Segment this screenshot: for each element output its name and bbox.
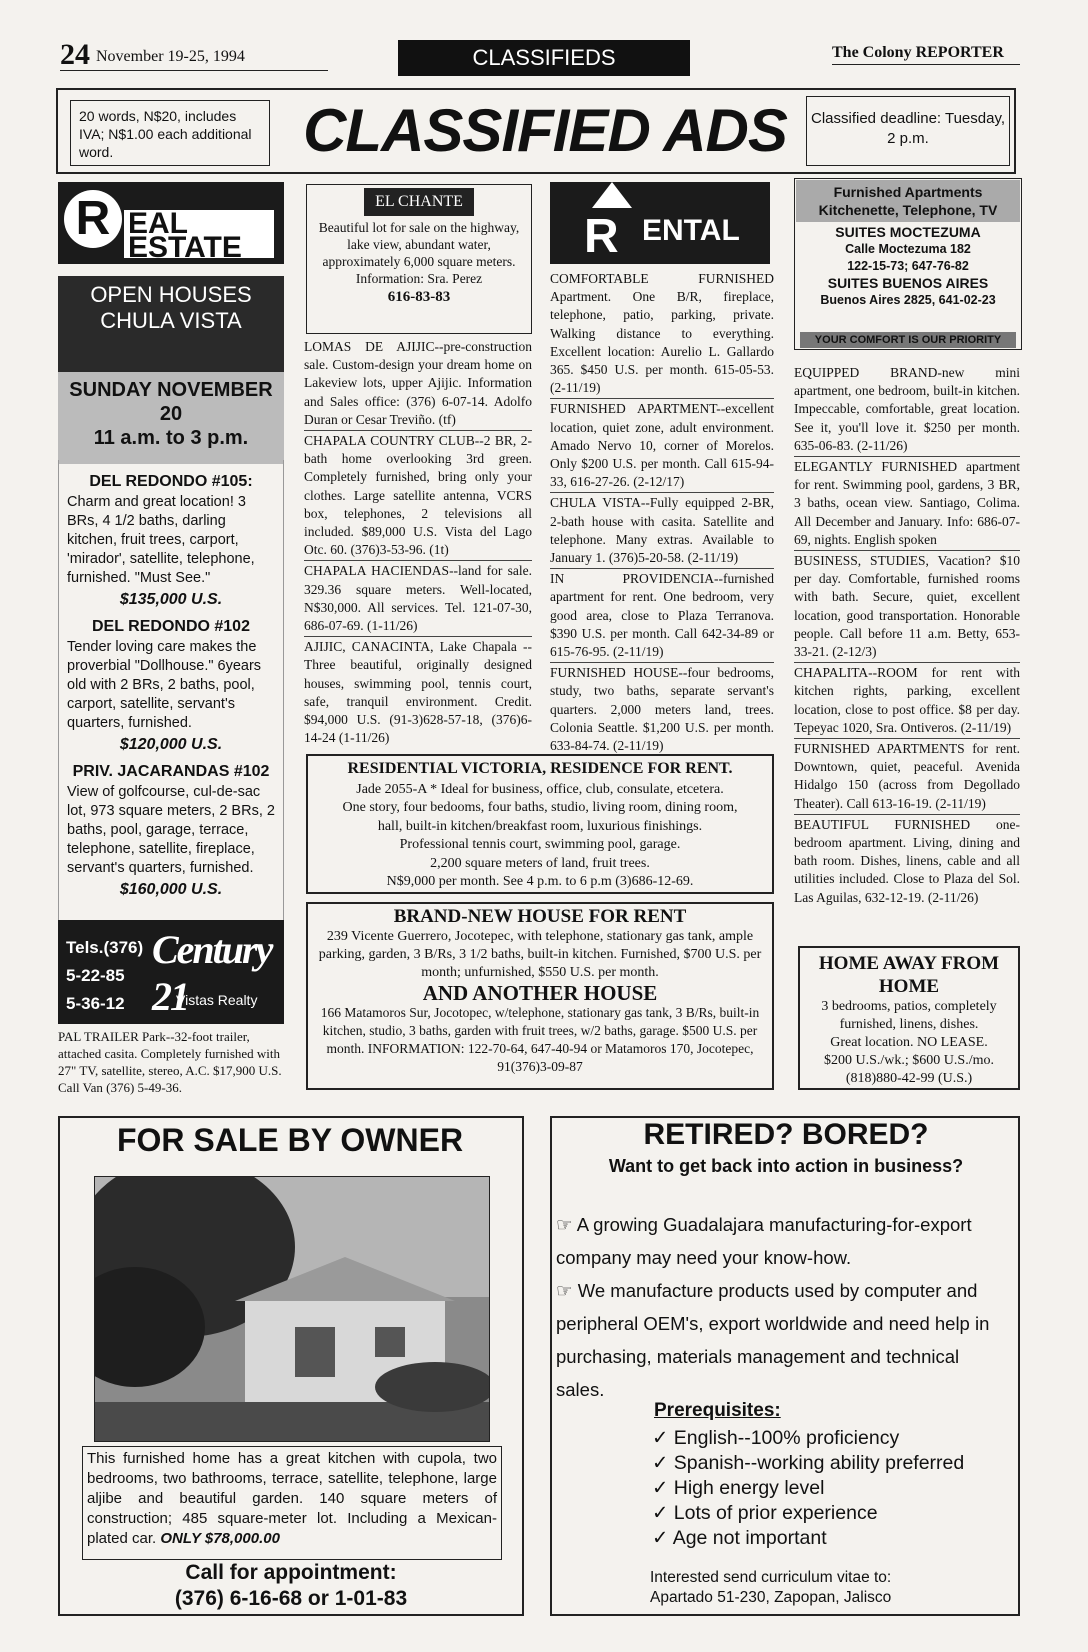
suites-header: Furnished Apartments Kitchenette, Telephone, TV — [796, 180, 1020, 222]
retired-para-1: A growing Guadalajara manufacturing-for-export company may need your know-how. — [556, 1214, 972, 1268]
prerequisites-title: Prerequisites: — [654, 1400, 781, 1421]
century21-sub: Vistas Realty — [176, 992, 258, 1008]
home-away-phone: (818)880-42-99 (U.S.) — [845, 1071, 973, 1086]
for-sale-text: This furnished home has a great kitchen with cupola, two bedrooms, two bathrooms, terrace, satellite, telephone, large aljibe and beautiful garden. 140 square meters of construction; 485 square-meter lot. Including a Mexican-plated car. — [87, 1450, 497, 1547]
prerequisite-item: Spanish--working ability preferred — [673, 1452, 965, 1474]
call-label: Call for appointment: — [185, 1561, 397, 1584]
rental-letter: R — [584, 210, 619, 263]
suites-addr-2: Buenos Aires 2825, 641-02-23 — [820, 293, 996, 307]
residential-line: N$9,000 per month. See 4 p.m. to 6 p.m (3)686-12-69. — [386, 874, 694, 889]
century21-tel2: 5-36-12 — [66, 994, 125, 1013]
classified-ad: COMFORTABLE FURNISHED Apartment. One B/R, fireplace, telephone, patio, parking, private. Walking distance to everything. Excellent location: Aurelio L. Gallardo 365. $450 U.S. per month. 615-05-53. (2-11/19) — [550, 270, 774, 399]
issue-date: November 19-25, 1994 — [96, 48, 245, 65]
brand-new-title: BRAND-NEW HOUSE FOR RENT — [393, 906, 687, 927]
retired-foot-2: Apartado 51-230, Zapopan, Jalisco — [650, 1589, 892, 1606]
listing-text: View of golfcourse, cul-de-sac lot, 973 square meters, 2 BRs, 2 baths, pool, garage, terrace, telephone, satellite, fireplace, servant's quarters, furnished. — [67, 784, 275, 876]
real-estate-text: EAL ESTATE — [124, 210, 274, 258]
pointing-hand-icon: ☞ — [556, 1280, 578, 1301]
home-away-text: 3 bedrooms, patios, completely furnished, linens, dishes. — [821, 999, 997, 1032]
pal-trailer-ad: PAL TRAILER Park--32-foot trailer, attached casita. Completely furnished with 27" TV, satellite, stereo, A.C. $17,900 U.S. Call Van (376) 5-49-36. — [58, 1029, 282, 1095]
page-number: 24 — [60, 38, 90, 71]
listing-title: DEL REDONDO #105: — [89, 473, 253, 490]
house-photo — [94, 1176, 490, 1442]
for-sale-price: ONLY $78,000.00 — [160, 1530, 280, 1547]
suites-body — [796, 224, 1020, 309]
classified-ad: ELEGANTLY FURNISHED apartment for rent. Swimming pool, gardens, 3 BR, 3 baths, ocean view. Santiago, Colima. All December and January. Info: 686-07-69, nights. English spoken — [794, 458, 1020, 551]
house-photo-illustration — [95, 1177, 490, 1442]
listing-text: Tender loving care makes the proverbial "Dollhouse." 6years old with 2 BRs, 2 baths, pool, carport, satellite, servant's quarters, furnished. — [67, 639, 262, 731]
classified-ad: EQUIPPED BRAND-new mini apartment, one bedroom, built-in kitchen. Impeccable, comfortable, great location. See it, you'll love it. $250 per month. 635-06-83. (2-11/26) — [794, 364, 1020, 457]
classified-ad: CHAPALA HACIENDAS--land for sale. 329.36 square meters. Well-located, N$30,000. All services. Tel. 121-07-30, 686-07-69. (1-11/26) — [304, 562, 532, 637]
for-sale-description — [82, 1446, 502, 1560]
century21-logo: Century 21 — [152, 927, 272, 1019]
suites-addr-1: Calle Moctezuma 182 — [845, 242, 971, 256]
home-away-ad — [798, 946, 1020, 1090]
check-icon: ✓ — [652, 1527, 673, 1549]
century21-phones — [66, 934, 156, 1018]
century21-tel-label: Tels.(376) — [66, 938, 144, 957]
suites-name-1: SUITES MOCTEZUMA — [835, 224, 981, 240]
check-icon: ✓ — [652, 1477, 674, 1499]
prerequisite-item: English--100% proficiency — [673, 1427, 900, 1449]
another-house-title: AND ANOTHER HOUSE — [422, 981, 658, 1005]
el-chante-tag: EL CHANTE — [364, 188, 474, 216]
retired-subtitle: Want to get back into action in business? — [608, 1156, 964, 1176]
column-3-ads — [550, 270, 774, 757]
for-sale-title: FOR SALE BY OWNER — [116, 1122, 464, 1158]
retired-title: RETIRED? BORED? — [643, 1118, 929, 1151]
el-chante-text: Beautiful lot for sale on the highway, lake view, abundant water, approximately 6,000 square meters. Information: Sra. Perez — [318, 220, 520, 286]
check-icon: ✓ — [652, 1427, 674, 1449]
residential-line: 2,200 square meters of land, fruit trees. — [430, 855, 650, 871]
el-chante-phone: 616-83-83 — [387, 289, 451, 305]
column-4-ads — [794, 364, 1020, 909]
residential-victoria-ad — [306, 754, 774, 894]
call-phones: (376) 6-16-68 or 1-01-83 — [174, 1587, 408, 1610]
open-house-date — [58, 372, 284, 464]
suites-tel-1: 122-15-73; 647-76-82 — [847, 259, 969, 273]
rates-box: 20 words, N$20, includes IVA; N$1.00 each additional word. — [70, 100, 270, 166]
check-icon: ✓ — [652, 1452, 674, 1474]
classified-ad: CHAPALA COUNTRY CLUB--2 BR, 2-bath home overlooking 3rd green. Completely furnished, bring only your clothes. Large satellite antenna, VCRS box, telephones, 2 televisions all included. $89,000 U.S. Vista del Lago Otc. 60. (376)3-53-96. (1t) — [304, 432, 532, 561]
prerequisite-item: Age not important — [672, 1527, 827, 1549]
retired-footer — [650, 1568, 891, 1608]
classified-ad: CHAPALITA--ROOM for rent with kitchen rights, parking, excellent location, close to post office. $8 per day. Tepeyac 1020, Sra. Ontiveros. (2-11/19) — [794, 664, 1020, 739]
classified-ad: FURNISHED APARTMENT--excellent location, quiet zone, adult environment. Amado Nervo 10, corner of Morelos. Only $200 U.S. per month. Call 615-94-33, 616-27-26. (2-12/17) — [550, 400, 774, 493]
residential-line: hall, built-in kitchen/breakfast room, luxurious finishings. — [377, 818, 703, 834]
classified-ad: LOMAS DE AJIJIC--pre-construction sale. Custom-design your dream home on Lakeview lots, upper Ajijic. Information and Sales office: (376) 6-07-14. Adolfo Duran or Cesar Treviño. (tf) — [304, 338, 532, 431]
classified-title: CLASSIFIED ADS — [303, 97, 787, 164]
listing-title: PRIV. JACARANDAS #102 — [72, 763, 270, 780]
classified-ad: IN PROVIDENCIA--furnished apartment for rent. One bedroom, very good area, close to Plaza Terranova. $390 U.S. per month. Call 642-34-89 or 615-76-95. (2-11/19) — [550, 570, 774, 663]
pointing-hand-icon: ☞ — [556, 1214, 577, 1235]
for-sale-call — [66, 1560, 516, 1612]
prerequisites-list — [652, 1426, 964, 1551]
listing-price: $160,000 U.S. — [119, 881, 223, 898]
open-houses-box: OPEN HOUSES CHULA VISTA — [58, 276, 284, 380]
residential-title: RESIDENTIAL VICTORIA, RESIDENCE FOR RENT. — [347, 760, 733, 777]
classified-ad: FURNISHED HOUSE--four bedrooms, study, two baths, separate servant's quarters. 2,000 meters land, trees. Colonia Seattle. $1,200 U.S. per month. 633-84-74. (2-11/19) — [550, 665, 774, 754]
classified-ad: BEAUTIFUL FURNISHED one-bedroom apartment. Living, dining and bath room. Dishes, linens, cable and all utilities included. Close to Plaza del Sol. Las Aguilas, 632-12-19. (2-11/26) — [794, 816, 1020, 905]
paper-name: The Colony REPORTER — [832, 44, 1004, 61]
retired-para-2: We manufacture products used by computer and peripheral OEM's, export worldwide and need help in purchasing, materials management and technical sales. — [556, 1280, 990, 1400]
classified-ad: FURNISHED APARTMENTS for rent. Downtown, quiet, peaceful. Avenida Hidalgo 150 (across from Degollado Theater). Call 613-16-19. (2-11/19) — [794, 740, 1020, 815]
real-estate-letter: R — [64, 190, 122, 248]
suites-name-2: SUITES BUENOS AIRES — [827, 275, 989, 291]
section-title: CLASSIFIEDS — [398, 40, 690, 76]
residential-line: One story, four bedooms, four baths, studio, living room, dining room, — [342, 800, 738, 815]
classified-ad: BUSINESS, STUDIES, Vacation? $10 per day. Comfortable, furnished rooms with bath. Secure, quiet, excellent location, good transportation. Honorable people. Call before 11 a.m. Betty, 653-33-21. (2-12/3) — [794, 552, 1020, 663]
open-house-time: 11 a.m. to 3 p.m. — [93, 427, 249, 449]
open-house-day: SUNDAY NOVEMBER 20 — [69, 379, 273, 425]
prerequisite-item: Lots of prior experience — [673, 1502, 878, 1524]
classified-ad: CHULA VISTA--Fully equipped 2-BR, 2-bath house with casita. Satellite and telephone. Many extras. Available to January 1. (376)5-20-58. (2-11/19) — [550, 494, 774, 569]
brand-new-text: 239 Vicente Guerrero, Jocotepec, with telephone, stationary gas tank, ample parking, garden, 3 B/Rs, 3 1/2 baths, built-in kitchen. Furnished, $700 U.S. per month; unfurnished, $550 U.S. per month. — [318, 929, 762, 980]
home-away-location: Great location. NO LEASE. — [830, 1035, 988, 1050]
check-icon: ✓ — [652, 1502, 674, 1524]
retired-foot-1: Interested send curriculum vitae to: — [650, 1569, 892, 1586]
home-away-title: HOME AWAY FROM HOME — [818, 953, 1000, 997]
century21-tel1: 5-22-85 — [66, 966, 125, 985]
listing-price: $120,000 U.S. — [119, 736, 223, 753]
rental-text: ENTAL — [642, 214, 740, 247]
another-house-text: 166 Matamoros Sur, Jocotopec, w/telephone, stationary gas tank, 3 B/Rs, built-in kitchen, studio, 3 baths, garden with fruit trees, w/2 baths, garage. $500 U.S. per month. INFORMATION: 122-70-64, 647-40-94 or Matamoros 170, Jocotepec, 91(376)3-09-87 — [320, 1005, 760, 1074]
prerequisite-item: High energy level — [673, 1477, 825, 1499]
listings — [58, 460, 284, 920]
deadline-box: Classified deadline: Tuesday, 2 p.m. — [806, 96, 1010, 166]
suites-slogan: YOUR COMFORT IS OUR PRIORITY — [800, 332, 1016, 348]
retired-body — [556, 1208, 1012, 1406]
listing-title: DEL REDONDO #102 — [92, 618, 250, 635]
classified-ad: AJIJIC, CANACINTA, Lake Chapala --Three beautiful, originally designed houses, swimming pool, tennis court, safe, tranquil environment. Credit. $94,000 U.S. (91-3)628-57-18, (376)6-14-24 (1-11/26) — [304, 639, 532, 746]
rental-roof-icon — [592, 182, 632, 208]
home-away-price: $200 U.S./wk.; $600 U.S./mo. — [824, 1053, 994, 1068]
masthead-rule-right — [832, 64, 1020, 65]
listing-price: $135,000 U.S. — [119, 591, 223, 608]
listing-text: Charm and great location! 3 BRs, 4 1/2 baths, darling kitchen, fruit trees, carport, 'mirador', satellite, telephone, furnished. "Must See." — [67, 494, 255, 586]
masthead-rule — [60, 70, 328, 71]
residential-line: Professional tennis court, swimming pool, garage. — [399, 837, 681, 852]
brand-new-house-ad — [306, 902, 774, 1090]
residential-line: Jade 2055-A * Ideal for business, office, club, consulate, etcetera. — [356, 781, 724, 797]
column-2-ads — [304, 338, 532, 749]
